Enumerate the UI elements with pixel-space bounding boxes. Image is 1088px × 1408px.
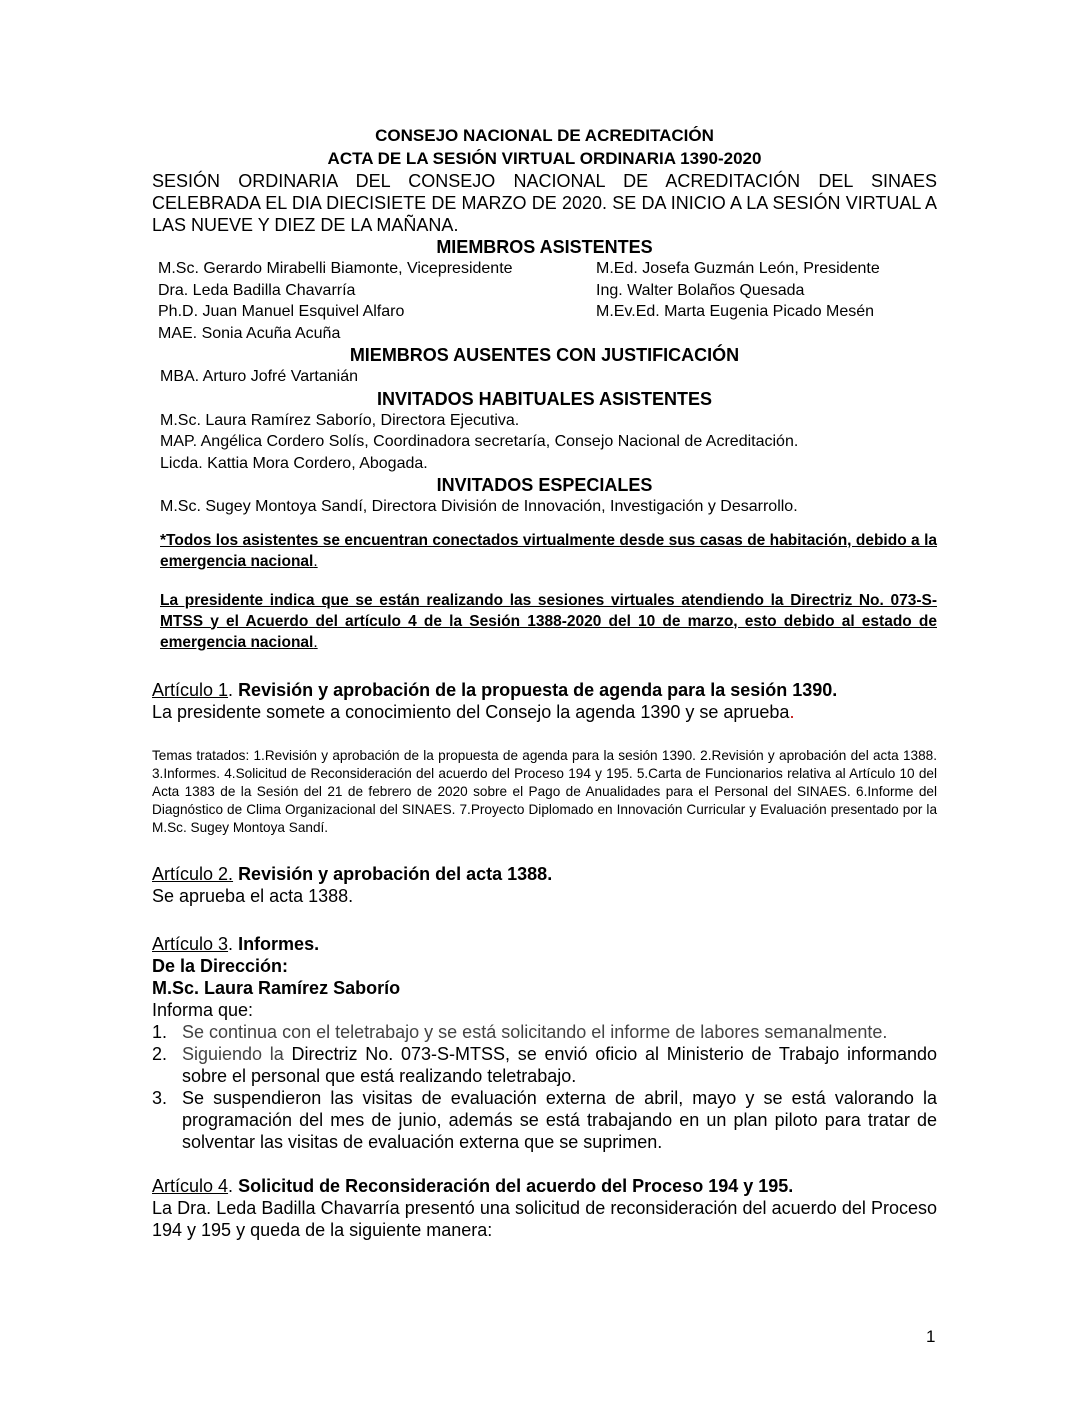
directive-note: La presidente indica que se están realizando las sesiones virtuales atendiendo la Directriz No. 073-S-MTSS y el Acuerdo del artículo 4 de la Sesión 1388-2020 del 10 de marzo, esto debido al estado de emergencia nacional. [160, 591, 937, 651]
articulo-1-label: Artículo 1 [152, 679, 229, 700]
articulo-4-label: Artículo 4 [152, 1175, 229, 1196]
articulo-4-body: La Dra. Leda Badilla Chavarría presentó una solicitud de reconsideración del acuerdo del Proceso 194 y 195 y queda de la siguiente manera: [152, 1197, 937, 1240]
member-right-0: M.Ed. Josefa Guzmán León, Presidente [596, 260, 880, 277]
especiales-heading: INVITADOS ESPECIALES [436, 475, 653, 495]
invitado-item: MAP. Angélica Cordero Solís, Coordinadora secretaría, Consejo Nacional de Acreditación. [160, 433, 799, 450]
miembros-list [152, 258, 937, 344]
articulo-2-label: Artículo 2. [152, 863, 234, 884]
articulo-3: Artículo 3. Informes. De la Dirección: M.Sc. Laura Ramírez Saborío Informa que: [152, 933, 937, 1021]
articulo-2-title: Revisión y aprobación del acta 1388. [238, 863, 553, 884]
articulo-3-lead: Informa que: [152, 999, 254, 1020]
articulo-1-body: La presidente somete a conocimiento del Consejo la agenda 1390 y se aprueba [152, 701, 790, 722]
informes-list [152, 1021, 937, 1153]
session-intro: SESIÓN ORDINARIA DEL CONSEJO NACIONAL DE ACREDITACIÓN DEL SINAES CELEBRADA EL DIA DIECISIETE DE MARZO DE 2020. SE DA INICIO A LA SESIÓN VIRTUAL A LAS NUEVE Y DIEZ DE LA MAÑANA. [152, 171, 937, 235]
member-left-3: MAE. Sonia Acuña Acuña [158, 324, 341, 342]
member-left-2: Ph.D. Juan Manuel Esquivel Alfaro [158, 303, 405, 320]
temas-tratados: Temas tratados: 1.Revisión y aprobación de la propuesta de agenda para la sesión 1390. 2.Revisión y aprobación del acta 1388. 3.Informes. 4.Solicitud de Reconsideración del acuerdo del Proceso 194 y 195. 5.Carta de Funcionarios relativa al Artículo 10 del Acta 1383 de la Sesión del 21 de febrero de 2020 sobre el Pago de Anualidades para el Personal del SINAES. 6.Informe del Diagnóstico de Clima Organizacional del SINAES. 7.Proyecto Diplomado en Innovación Curricular y Evaluación presentado por la M.Sc. Sugey Montoya Sandí. [152, 747, 937, 835]
list-item: 2. Siguiendo la Directriz No. 073-S-MTSS, se envió oficio al Ministerio de Trabajo informando sobre el personal que está realizando teletrabajo. [152, 1043, 937, 1086]
especiales-list [152, 496, 937, 518]
invitados-heading: INVITADOS HABITUALES ASISTENTES [376, 388, 713, 409]
ausentes-heading: MIEMBROS AUSENTES CON JUSTIFICACIÓN [349, 345, 740, 365]
articulo-4-title: Solicitud de Reconsideración del acuerdo del Proceso 194 y 195. [238, 1175, 794, 1196]
articulo-1: Artículo 1. Revisión y aprobación de la propuesta de agenda para la sesión 1390. La presidente somete a conocimiento del Consejo la agenda 1390 y se aprueba. [152, 679, 838, 722]
ausentes-list [152, 366, 937, 388]
invitados-list [152, 410, 937, 475]
especial-item: M.Sc. Sugey Montoya Sandí, Directora División de Innovación, Investigación y Desarrollo. [160, 498, 798, 515]
member-right-2: M.Ev.Ed. Marta Eugenia Picado Mesén [596, 303, 875, 320]
list-item: 3. Se suspendieron las visitas de evaluación externa de abril, mayo y se está valorando la programación del mes de junio, además se está trabajando en un plan piloto para tratar de solventar las visitas de evaluación externa que se suprimen. [152, 1087, 937, 1152]
articulo-3-sub1: De la Dirección: [152, 955, 289, 976]
list-item: 1. Se continua con el teletrabajo y se está solicitando el informe de labores semanalmente. [152, 1021, 888, 1042]
document-title: CONSEJO NACIONAL DE ACREDITACIÓN [375, 126, 714, 145]
ausente-item: MBA. Arturo Jofré Vartanián [160, 368, 359, 385]
miembros-heading: MIEMBROS ASISTENTES [436, 237, 653, 257]
articulo-2 [152, 863, 937, 907]
articulo-3-label: Artículo 3 [152, 933, 229, 954]
articulo-2-body: Se aprueba el acta 1388. [152, 885, 354, 906]
articulo-3-title: Informes. [238, 933, 320, 954]
articulo-3-sub2: M.Sc. Laura Ramírez Saborío [152, 977, 401, 998]
document-subtitle: ACTA DE LA SESIÓN VIRTUAL ORDINARIA 1390-2020 [327, 149, 762, 168]
page-number: 1 [926, 1327, 936, 1346]
articulo-1-title: Revisión y aprobación de la propuesta de agenda para la sesión 1390. [238, 679, 838, 700]
virtual-attendance-note: *Todos los asistentes se encuentran conectados virtualmente desde sus casas de habitación, debido a la emergencia nacional. [160, 531, 937, 570]
articulo-4: Artículo 4. Solicitud de Reconsideración del acuerdo del Proceso 194 y 195. La Dra. Leda Badilla Chavarría presentó una solicitud de reconsideración del acuerdo del Proceso 194 y 195 y queda de la siguiente manera: [152, 1175, 937, 1240]
member-left-0: M.Sc. Gerardo Mirabelli Biamonte, Vicepresidente [158, 260, 513, 277]
document-page [152, 124, 937, 1241]
member-right-1: Ing. Walter Bolaños Quesada [596, 281, 805, 299]
member-left-1: Dra. Leda Badilla Chavarría [158, 281, 356, 299]
invitado-item: M.Sc. Laura Ramírez Saborío, Directora Ejecutiva. [160, 411, 520, 429]
invitado-item: Licda. Kattia Mora Cordero, Abogada. [160, 454, 428, 472]
